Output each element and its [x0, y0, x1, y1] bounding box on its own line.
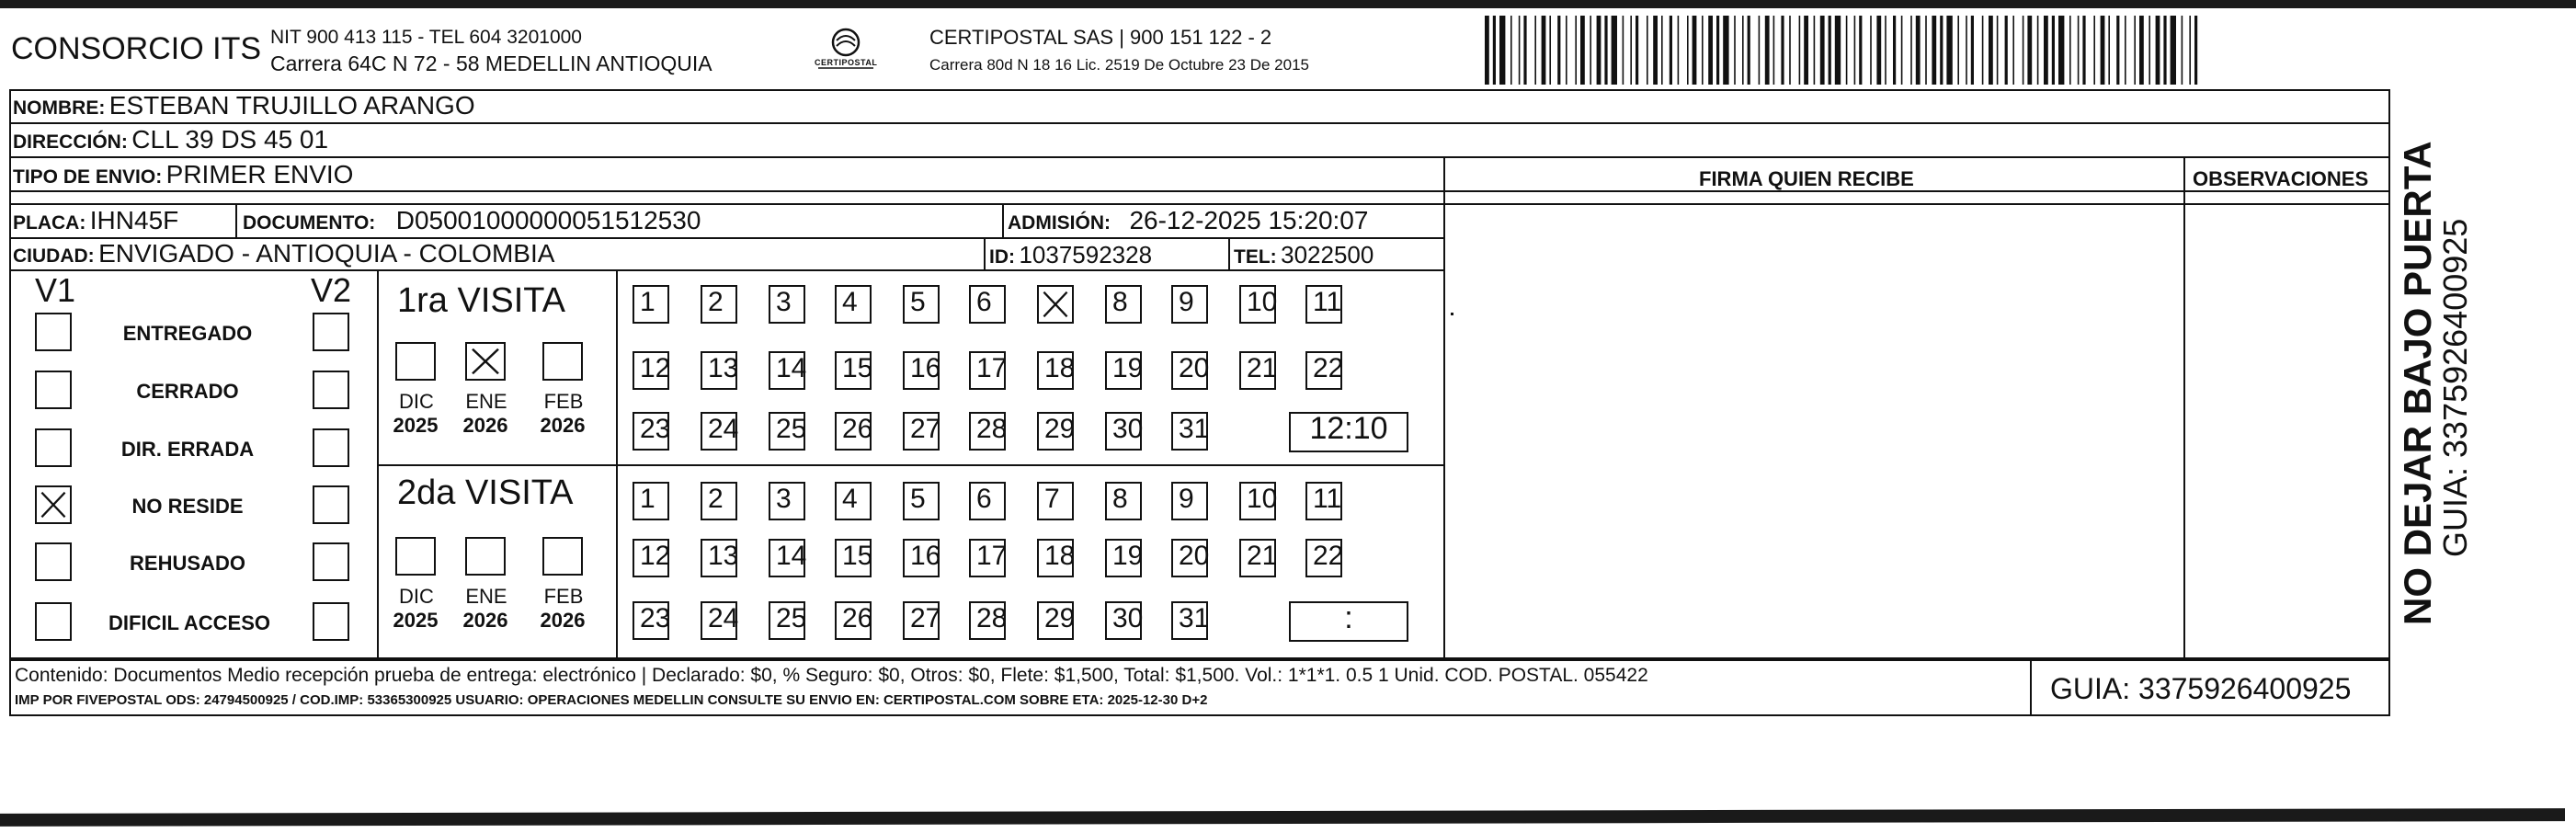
visita1-month-label: FEB	[543, 390, 584, 413]
visita2-day-box[interactable]: 11	[1305, 482, 1342, 520]
admision-value: 26-12-2025 15:20:07	[1129, 206, 1369, 234]
barcode-bar	[2116, 16, 2119, 85]
top-border-band	[0, 0, 2576, 8]
barcode-bar	[1580, 16, 1585, 85]
barcode-bar	[1575, 16, 1577, 85]
barcode-bar	[1670, 16, 1672, 85]
barcode-bar	[1799, 16, 1801, 85]
documento-field	[243, 208, 701, 234]
id-field	[989, 243, 1152, 267]
v2-header: V2	[311, 271, 352, 309]
barcode-bar	[2093, 16, 2095, 85]
visita2-month-label: DIC	[399, 585, 434, 608]
tipo-label: TIPO DE ENVIO:	[13, 166, 163, 188]
barcode-bar	[2037, 16, 2039, 85]
divider	[9, 156, 2390, 158]
ciudad-label: CIUDAD:	[13, 245, 95, 267]
visita1-day-box[interactable]: 28	[969, 412, 1006, 451]
visita2-day-box[interactable]: 7	[1037, 482, 1074, 520]
barcode-bar	[1804, 16, 1808, 85]
barcode-bar	[1687, 16, 1689, 85]
barcode-bar	[2082, 16, 2085, 85]
barcode-bar	[1748, 16, 1750, 85]
v1-header: V1	[35, 271, 76, 309]
visita2-title: 2da VISITA	[397, 474, 574, 512]
status-label: NO RESIDE	[131, 495, 244, 518]
barcode-bar	[1612, 16, 1617, 85]
divider	[9, 122, 2390, 124]
visita2-day-box[interactable]: 10	[1239, 482, 1276, 520]
divider	[9, 269, 1443, 271]
barcode-bar	[2044, 16, 2048, 85]
visita2-day-box[interactable]: 14	[769, 539, 805, 577]
id-label: ID:	[989, 246, 1015, 268]
barcode-bar	[1549, 16, 1551, 85]
visita1-day-box[interactable]: 29	[1037, 412, 1074, 451]
visita1-day-box[interactable]: 19	[1105, 351, 1142, 390]
barcode-bar	[1789, 16, 1791, 85]
barcode-bar	[1870, 16, 1872, 85]
barcode-bar	[1485, 16, 1489, 85]
visita2-day-box[interactable]: 8	[1105, 482, 1142, 520]
barcode-bar	[1773, 16, 1775, 85]
barcode-bar	[1916, 16, 1921, 85]
visita1-day-box[interactable]: 17	[969, 351, 1006, 390]
visita2-day-box[interactable]: 20	[1171, 539, 1208, 577]
visita2-month-label: ENE	[465, 585, 507, 608]
visita1-day-box[interactable]: 12	[633, 351, 669, 390]
status-label: REHUSADO	[130, 552, 245, 575]
barcode-bar	[1966, 16, 1967, 85]
visita2-day-box[interactable]: 19	[1105, 539, 1142, 577]
visita1-day-box[interactable]: 9	[1171, 285, 1208, 324]
visita1-day-box[interactable]: 25	[769, 412, 805, 451]
firma-header: FIRMA QUIEN RECIBE	[1699, 167, 1914, 190]
barcode-bar	[1829, 16, 1831, 85]
visita2-day-box[interactable]: 6	[969, 482, 1006, 520]
visita1-day-box[interactable]: 2	[701, 285, 737, 324]
barcode-bar	[2189, 16, 2191, 85]
barcode-bar	[1940, 16, 1943, 85]
tel-field	[1234, 243, 1373, 267]
visita1-day-box[interactable]: 27	[903, 412, 940, 451]
visita2-day-box[interactable]: 27	[903, 601, 940, 640]
visita1-month-label: DIC	[399, 390, 434, 413]
visita1-day-box[interactable]: 13	[701, 351, 737, 390]
certipostal-logo	[809, 22, 883, 77]
barcode-bar	[1932, 16, 1936, 85]
ciudad-field	[13, 241, 554, 267]
visita1-month-label: ENE	[465, 390, 507, 413]
visita2-day-box[interactable]: 1	[633, 482, 669, 520]
tipo-value: PRIMER ENVIO	[165, 160, 354, 188]
divider	[984, 237, 986, 269]
barcode-bar	[1946, 16, 1952, 85]
tipo-envio-field	[13, 162, 353, 188]
barcode-bar	[1971, 16, 1974, 85]
barcode-bar	[2163, 16, 2166, 85]
barcode-bar	[2139, 16, 2144, 85]
visita1-day-box[interactable]: 5	[903, 285, 940, 324]
barcode-bar	[1597, 16, 1601, 85]
barcode-bar	[1604, 16, 1607, 85]
visita1-day-box[interactable]	[1037, 285, 1074, 324]
barcode-bar	[1534, 16, 1536, 85]
visita2-day-box[interactable]: 30	[1105, 601, 1142, 640]
visita1-day-box[interactable]: 14	[769, 351, 805, 390]
visita2-day-box[interactable]: 29	[1037, 601, 1074, 640]
barcode-bar	[1716, 16, 1719, 85]
barcode-bar	[1989, 16, 1993, 85]
barcode-bar	[1647, 16, 1648, 85]
barcode-bar	[1653, 16, 1658, 85]
visita1-day-box[interactable]: 10	[1239, 285, 1276, 324]
visita1-title: 1ra VISITA	[397, 281, 566, 320]
company-nit: NIT 900 413 115 - TEL 604 3201000	[270, 27, 582, 48]
certipostal-line: CERTIPOSTAL SAS | 900 151 122 - 2	[929, 26, 1272, 49]
visita1-day-box[interactable]: 31	[1171, 412, 1208, 451]
barcode-bar	[1925, 16, 1927, 85]
barcode-bar	[1661, 16, 1663, 85]
barcode-bar	[1590, 16, 1591, 85]
barcode-bar	[2149, 16, 2150, 85]
barcode-bar	[1781, 16, 1784, 85]
barcode-bar	[1708, 16, 1713, 85]
logo-text: CERTIPOSTAL	[815, 58, 878, 67]
barcode-bar	[2134, 16, 2136, 85]
barcode-bar	[2058, 16, 2064, 85]
barcode-bar	[1693, 16, 1697, 85]
placa-value: IHN45F	[89, 206, 179, 234]
barcode-bar	[1636, 16, 1638, 85]
direccion-value: CLL 39 DS 45 01	[131, 125, 329, 154]
company-name: CONSORCIO ITS	[11, 31, 262, 66]
visita2-day-box[interactable]: 31	[1171, 601, 1208, 640]
visita2-month-label: FEB	[543, 585, 584, 608]
barcode-bar	[1846, 16, 1848, 85]
shipment-barcode	[1483, 16, 2207, 85]
visita2-month-year: 2026	[540, 609, 586, 632]
visita1-day-box[interactable]: 8	[1105, 285, 1142, 324]
barcode-bar	[1854, 16, 1856, 85]
tel-label: TEL:	[1234, 246, 1277, 268]
visita1-day-box[interactable]: 16	[903, 351, 940, 390]
barcode-bar	[1723, 16, 1728, 85]
visita1-month-year: 2026	[462, 414, 508, 437]
barcode-bar	[2005, 16, 2008, 85]
visita2-day-box[interactable]: 5	[903, 482, 940, 520]
visita2-day-box[interactable]: 26	[835, 601, 872, 640]
barcode-bar	[1510, 16, 1512, 85]
barcode-bar	[1957, 16, 1959, 85]
visita2-time-box[interactable]: :	[1289, 601, 1408, 642]
visita1-time-box[interactable]: 12:10	[1289, 412, 1408, 452]
visita2-month-checkbox[interactable]	[465, 537, 506, 576]
visita1-day-box[interactable]: 20	[1171, 351, 1208, 390]
visita2-day-box[interactable]: 12	[633, 539, 669, 577]
barcode-bar	[2125, 16, 2126, 85]
barcode-bar	[1765, 16, 1770, 85]
barcode-bar	[2023, 16, 2024, 85]
visita2-day-box[interactable]: 15	[835, 539, 872, 577]
visita1-day-box[interactable]: 23	[633, 412, 669, 451]
documento-value: D05001000000051512530	[395, 206, 701, 234]
signature-mark	[1451, 313, 1453, 315]
barcode-bar	[2012, 16, 2014, 85]
visita2-day-box[interactable]: 25	[769, 601, 805, 640]
barcode-bar	[1820, 16, 1825, 85]
barcode-bar	[2069, 16, 2071, 85]
visita1-day-box[interactable]: 26	[835, 412, 872, 451]
barcode-bar	[1566, 16, 1567, 85]
barcode-bar	[1542, 16, 1546, 85]
barcode-bar	[1630, 16, 1632, 85]
documento-label: DOCUMENTO:	[243, 212, 376, 234]
divider	[1228, 237, 1230, 269]
visita2-day-box[interactable]: 13	[701, 539, 737, 577]
barcode-bar	[1901, 16, 1903, 85]
visita2-day-box[interactable]: 24	[701, 601, 737, 640]
barcode-bar	[1997, 16, 1999, 85]
barcode-bar	[1835, 16, 1841, 85]
barcode-bar	[1523, 16, 1526, 85]
visita1-month-year: 2026	[540, 414, 586, 437]
barcode-bar	[2101, 16, 2105, 85]
barcode-bar	[1859, 16, 1862, 85]
status-label: CERRADO	[136, 380, 239, 403]
admision-label: ADMISIÓN:	[1008, 212, 1111, 234]
visita1-day-box[interactable]: 1	[633, 285, 669, 324]
barcode-bar	[1734, 16, 1736, 85]
barcode-bar	[1876, 16, 1881, 85]
ciudad-value: ENVIGADO - ANTIOQUIA - COLOMBIA	[98, 239, 555, 268]
visita1-month-checkbox[interactable]	[395, 342, 436, 381]
visita1-day-box[interactable]: 4	[835, 285, 872, 324]
visita2-day-box[interactable]: 23	[633, 601, 669, 640]
barcode-bar	[1623, 16, 1624, 85]
barcode-bar	[1557, 16, 1560, 85]
placa-label: PLACA:	[13, 212, 86, 234]
barcode-bar	[2171, 16, 2176, 85]
tel-value: 3022500	[1281, 241, 1374, 268]
footer-impresion: IMP POR FIVEPOSTAL ODS: 24794500925 / COD.IMP: 53365300925 USUARIO: OPERACIONES MEDELLIN CONSULTE SU ENVIO EN: CERTIPOSTAL.COM SOBRE ETA: 2025-12-30 D+2	[15, 692, 1208, 708]
barcode-bar	[2027, 16, 2032, 85]
id-value: 1037592328	[1019, 241, 1153, 268]
visita1-month-year: 2025	[393, 414, 439, 437]
divider	[9, 190, 2390, 192]
visita2-day-box[interactable]: 21	[1239, 539, 1276, 577]
nombre-value: ESTEBAN TRUJILLO ARANGO	[108, 91, 475, 120]
status-label: ENTREGADO	[122, 322, 253, 345]
visita1-day-box[interactable]: 6	[969, 285, 1006, 324]
divider	[1443, 156, 1445, 659]
barcode-bar	[2108, 16, 2110, 85]
barcode-bar	[1759, 16, 1761, 85]
direccion-label: DIRECCIÓN:	[13, 131, 128, 153]
visita1-day-box[interactable]: 15	[835, 351, 872, 390]
barcode-bar	[1742, 16, 1744, 85]
divider	[377, 464, 1443, 466]
visita1-month-checkbox[interactable]	[542, 342, 583, 381]
visita2-day-box[interactable]: 2	[701, 482, 737, 520]
company-address: Carrera 64C N 72 - 58 MEDELLIN ANTIOQUIA	[270, 51, 712, 75]
visita1-day-box[interactable]: 11	[1305, 285, 1342, 324]
barcode-bar	[1910, 16, 1912, 85]
side-guia: GUIA: 3375926400925	[2436, 218, 2474, 557]
visita1-day-box[interactable]: 18	[1037, 351, 1074, 390]
observaciones-header: OBSERVACIONES	[2193, 167, 2369, 190]
divider	[2030, 659, 2032, 716]
divider	[1002, 203, 1004, 237]
visita1-day-box[interactable]: 30	[1105, 412, 1142, 451]
barcode-bar	[2052, 16, 2055, 85]
status-label: DIR. ERRADA	[120, 438, 255, 461]
barcode-bar	[2182, 16, 2183, 85]
certipostal-license: Carrera 80d N 18 16 Lic. 2519 De Octubre 23 De 2015	[929, 56, 1309, 74]
visita1-month-checkbox[interactable]	[465, 342, 506, 381]
visita2-month-checkbox[interactable]	[395, 537, 436, 576]
visita2-day-box[interactable]: 18	[1037, 539, 1074, 577]
placa-field	[13, 208, 178, 234]
visita2-day-box[interactable]: 17	[969, 539, 1006, 577]
visita2-month-checkbox[interactable]	[542, 537, 583, 576]
visita1-day-box[interactable]: 22	[1305, 351, 1342, 390]
barcode-bar	[2078, 16, 2080, 85]
footer-guia: GUIA: 3375926400925	[2050, 672, 2352, 705]
status-label: DIFICIL ACCESO	[108, 611, 271, 634]
barcode-bar	[1499, 16, 1505, 85]
barcode-bar	[1814, 16, 1816, 85]
visita2-day-box[interactable]: 16	[903, 539, 940, 577]
visita1-day-box[interactable]: 21	[1239, 351, 1276, 390]
footer-contenido: Contenido: Documentos Medio recepción prueba de entrega: electrónico | Declarado: $0, % Seguro: $0, Otros: $0, Flete: $1,500, Total: $1,500. Vol.: 1*1*1. 0.5 1 Unid. COD. POSTAL. 055422	[15, 665, 1648, 686]
admision-field	[1008, 208, 1368, 234]
visita1-day-box[interactable]: 3	[769, 285, 805, 324]
visita2-day-box[interactable]: 22	[1305, 539, 1342, 577]
barcode-bar	[2194, 16, 2197, 85]
direccion-field	[13, 127, 328, 153]
barcode-bar	[1893, 16, 1896, 85]
barcode-bar	[1982, 16, 1984, 85]
barcode-bar	[2156, 16, 2160, 85]
barcode-bar	[1493, 16, 1496, 85]
divider	[235, 203, 237, 237]
nombre-field	[13, 93, 475, 119]
visita2-day-box[interactable]: 28	[969, 601, 1006, 640]
visita2-day-box[interactable]: 3	[769, 482, 805, 520]
barcode-bar	[1678, 16, 1680, 85]
divider	[2183, 156, 2185, 659]
visita2-month-year: 2026	[462, 609, 508, 632]
bottom-border-band	[0, 808, 2565, 827]
barcode-bar	[1702, 16, 1704, 85]
divider	[9, 203, 2390, 205]
visita2-month-year: 2025	[393, 609, 439, 632]
visita2-day-box[interactable]: 4	[835, 482, 872, 520]
nombre-label: NOMBRE:	[13, 97, 106, 119]
barcode-bar	[1519, 16, 1521, 85]
no-dejar-bajo-puerta: NO DEJAR BAJO PUERTA	[2396, 141, 2439, 625]
barcode-bar	[1885, 16, 1886, 85]
visita2-day-box[interactable]: 9	[1171, 482, 1208, 520]
v1-checkbox[interactable]	[35, 602, 72, 641]
v2-checkbox[interactable]	[313, 602, 349, 641]
visita1-day-box[interactable]: 24	[701, 412, 737, 451]
